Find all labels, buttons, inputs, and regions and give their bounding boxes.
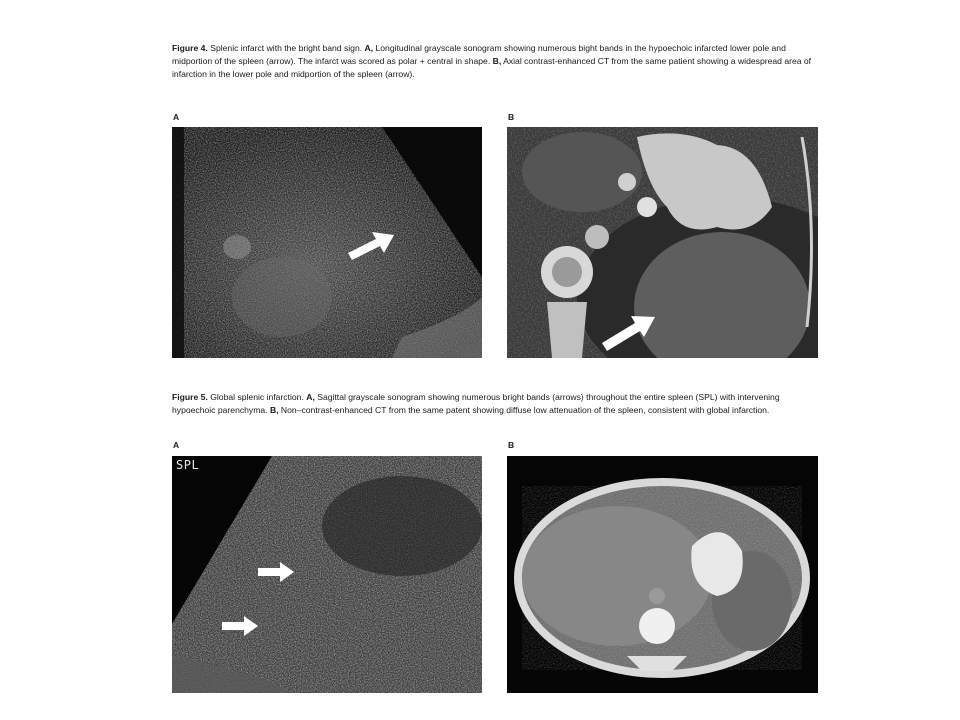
figure-4-part-b-label: B, [492, 56, 502, 66]
figure-5-part-b-label: B, [269, 405, 279, 415]
figure-5-text-2: Sagittal grayscale sonogram showing numerous bright bands (arrows) throughout the entire spleen (SPL) with intervening hypoechoic parenchyma. [172, 392, 780, 415]
figure-5-text-3: Non–contrast-enhanced CT from the same patent showing diffuse low attenuation of the spleen, consistent with global infarction. [278, 405, 770, 415]
figure-5a-ultrasound-image [172, 456, 482, 693]
figure-5-part-a-label: A, [306, 392, 315, 402]
figure-4-text-2: Longitudinal grayscale sonogram showing numerous bight bands in the hypoechoic infarcted lower pole and midportion of the spleen (arrow). The infarct was scored as polar + central in shape. [172, 43, 786, 66]
figure-4-label: Figure 4. [172, 43, 208, 53]
figure-5b-ct-image [507, 456, 818, 693]
figure-5-caption [172, 391, 820, 417]
figure-5-panel-a-label: A [173, 440, 180, 450]
figure-4-caption [172, 42, 820, 81]
figure-4-part-a-label: A, [364, 43, 374, 53]
figure-5-text-1: Global splenic infarction. [207, 392, 307, 402]
figure-4-panel-b-label: B [508, 112, 515, 122]
figure-5-panel-b-label: B [508, 440, 515, 450]
figure-4-text-1: Splenic infarct with the bright band sign. [207, 43, 365, 53]
figure-4a-ultrasound-image [172, 127, 482, 358]
figure-4b-ct-image [507, 127, 818, 358]
figure-4-panel-a-label: A [173, 112, 180, 122]
figure-5-label: Figure 5. [172, 392, 208, 402]
figure-4-text-3: Axial contrast-enhanced CT from the same patient showing a widespread area of infarction in the lower pole and midportion of the spleen (arrow). [172, 56, 812, 79]
spleen-overlay-label: SPL [176, 458, 200, 472]
